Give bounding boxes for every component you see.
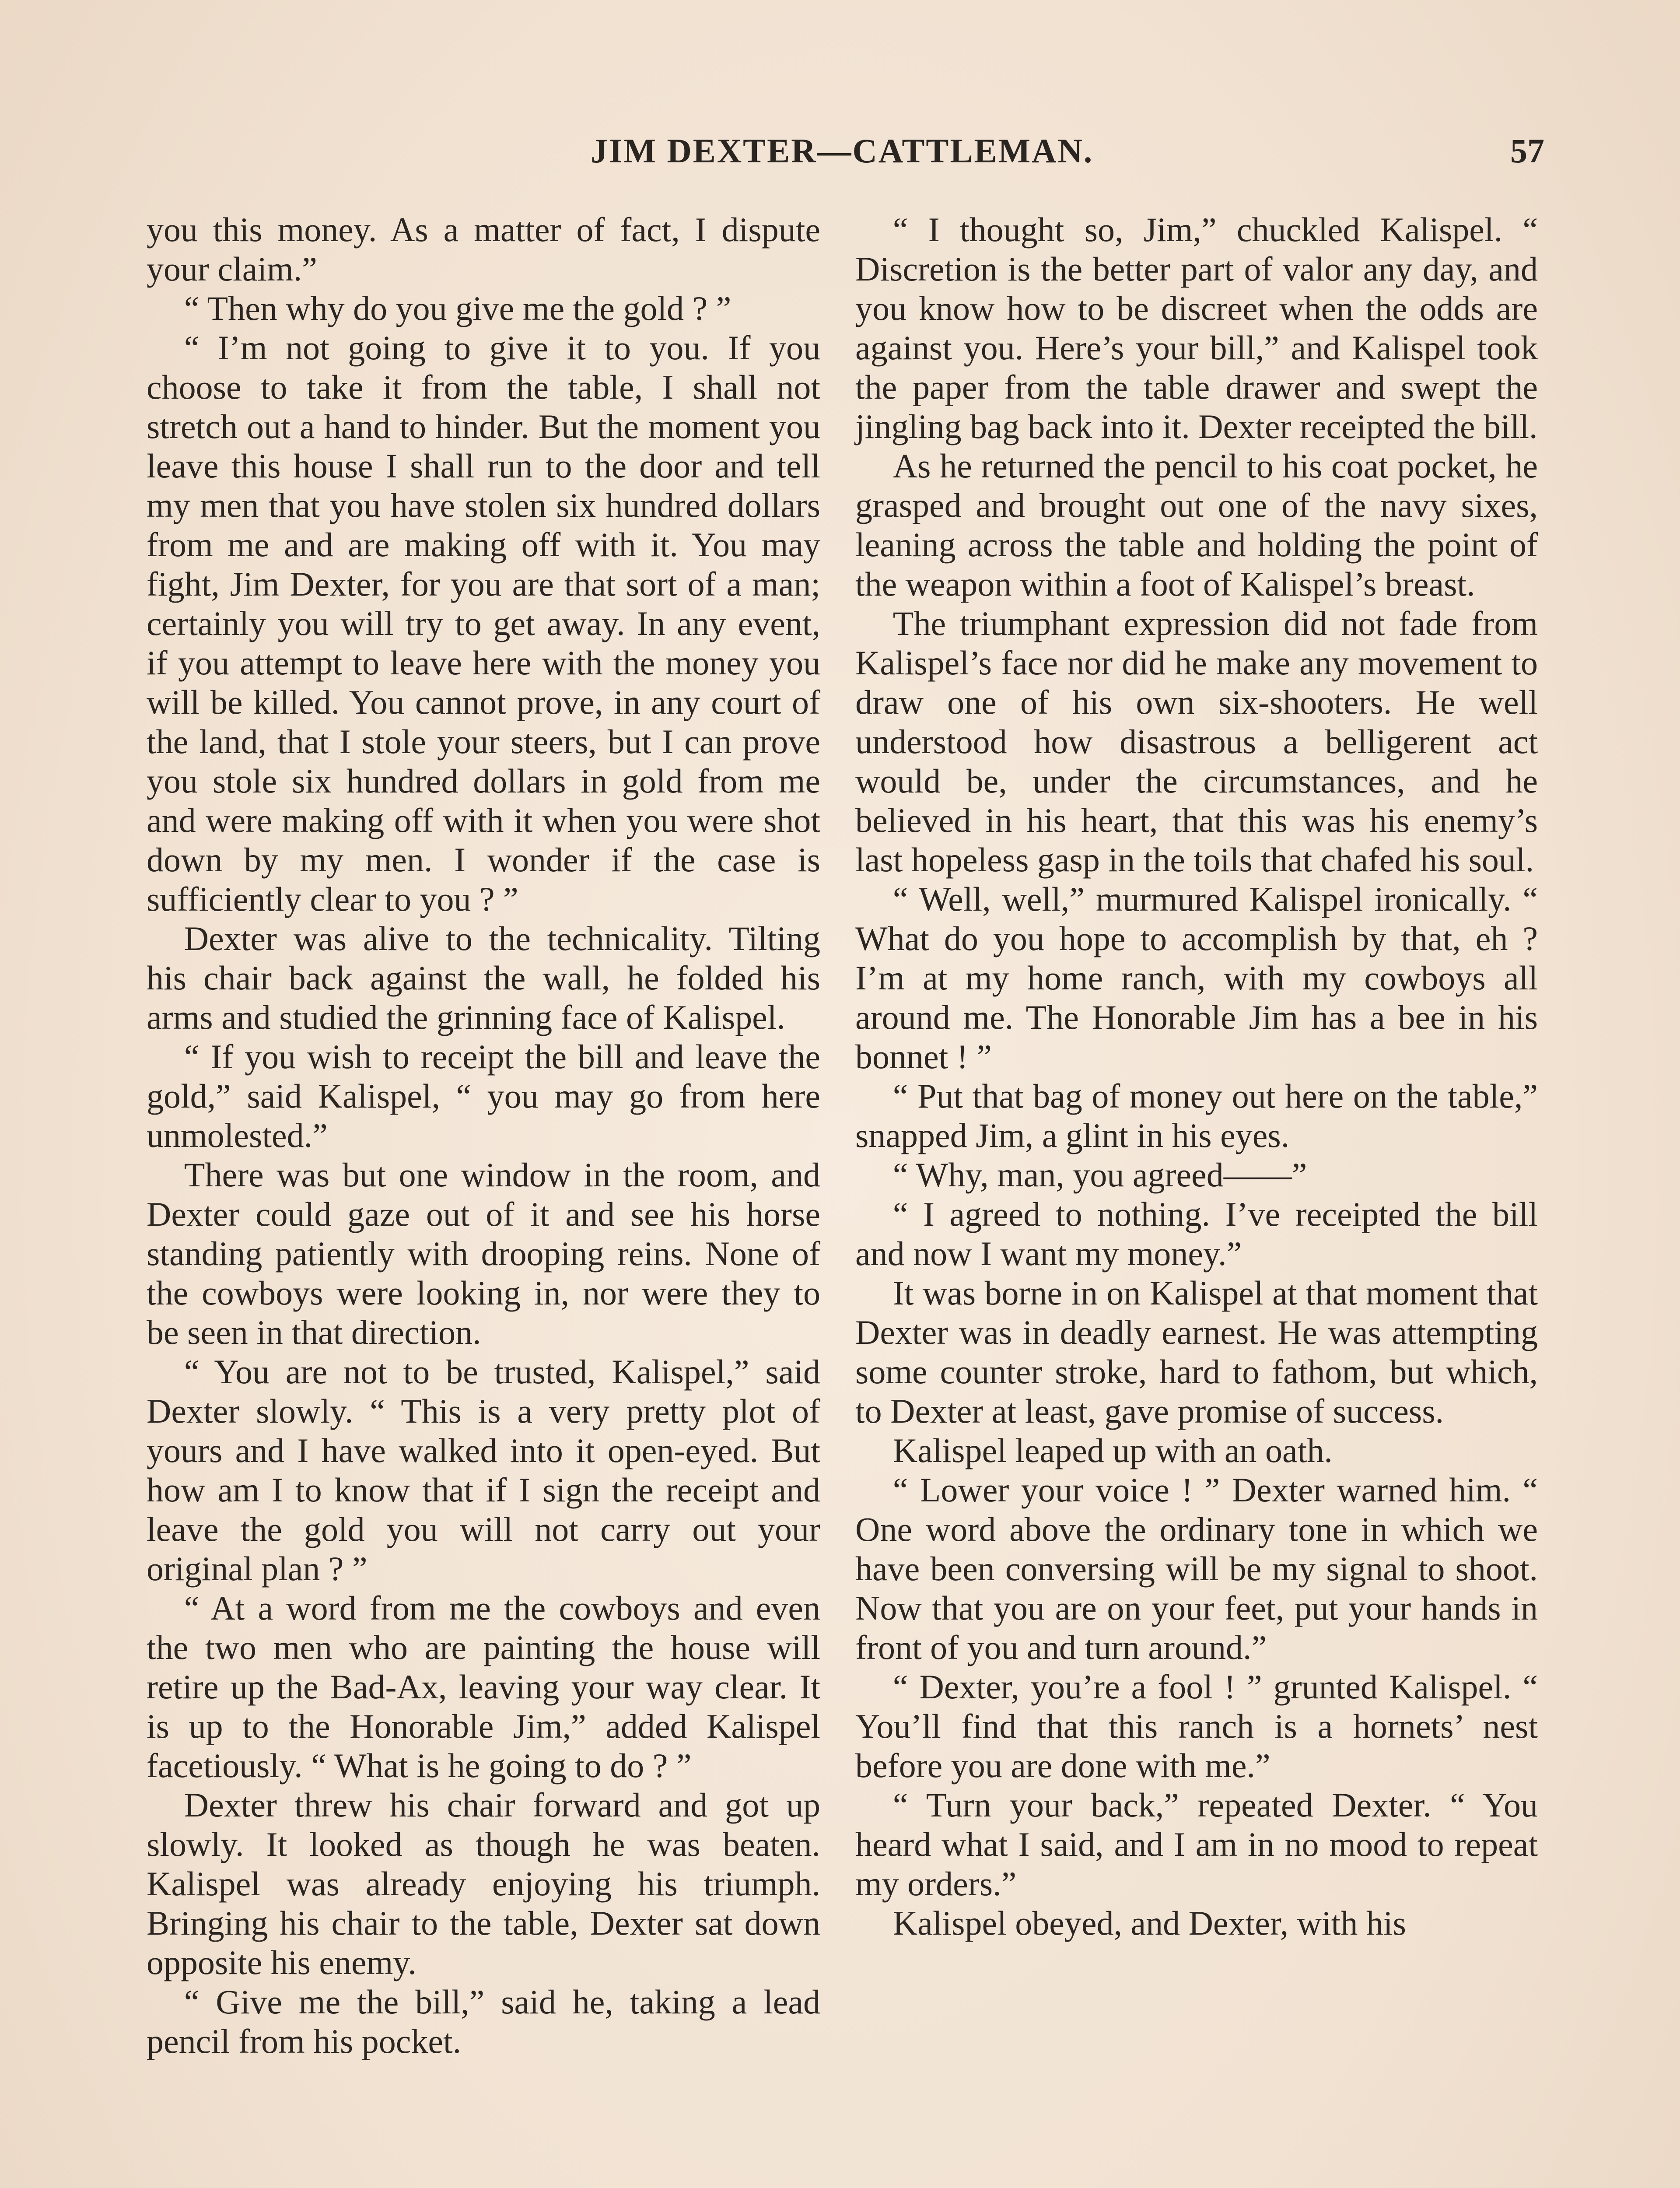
paragraph: “ Well, well,” murmured Kalispel ironically. “ What do you hope to accomplish by that, eh ? I’m at my home ranch, with my cowboys all around me. The Honorable Jim has a bee in his bonnet ! ” — [855, 880, 1538, 1076]
paragraph: “ If you wish to receipt the bill and leave the gold,” said Kalispel, “ you may go from here unmolested.” — [147, 1038, 820, 1154]
paragraph: The triumphant expression did not fade from Kalispel’s face nor did he make any movement to draw one of his own six-shooters. He well understood how disastrous a belligerent act would be, under the circumstances, and he believed in his heart, that this was his enemy’s last hopeless gasp in the toils that chafed his soul. — [855, 604, 1538, 879]
paragraph: “ I’m not going to give it to you. If you choose to take it from the table, I shall not stretch out a hand to hinder. But the moment you leave this house I shall run to the door and tell my men that you have stolen six hundred dollars from me and are making off with it. You may fight, Jim Dexter, for you are that sort of a man; certainly you will try to get away. In any event, if you attempt to leave here with the money you will be killed. You cannot prove, in any court of the land, that I stole your steers, but I can prove you stole six hundred dollars in gold from me and were making off with it when you were shot down by my men. I wonder if the case is sufficiently clear to you ? ” — [147, 329, 820, 918]
paragraph: It was borne in on Kalispel at that moment that Dexter was in deadly earnest. He was attempting some counter stroke, hard to fathom, but which, to Dexter at least, gave promise of success. — [855, 1274, 1538, 1430]
paragraph: As he returned the pencil to his coat pocket, he grasped and brought out one of the navy sixes, leaning across the table and holding the point of the weapon within a foot of Kalispel’s breast. — [855, 447, 1538, 603]
paragraph: “ Why, man, you agreed——” — [892, 1156, 1307, 1194]
paragraph: “ I agreed to nothing. I’ve receipted the bill and now I want my money.” — [855, 1195, 1538, 1273]
running-title: JIM DEXTER—CATTLEMAN. — [591, 132, 1094, 170]
paragraph: “ Dexter, you’re a fool ! ” grunted Kalispel. “ You’ll find that this ranch is a hornets’ nest before you are done with me.” — [855, 1668, 1538, 1785]
paragraph: “ I thought so, Jim,” chuckled Kalispel. “ Discretion is the better part of valor any day, and you know how to be discreet when the odds are against you. Here’s your bill,” and Kalispel took the paper from the table drawer and swept the jingling bag back into it. Dexter receipted the bill. — [855, 210, 1538, 445]
paragraph: “ Turn your back,” repeated Dexter. “ You heard what I said, and I am in no mood to repeat my orders.” — [855, 1786, 1538, 1903]
paragraph: There was but one window in the room, and Dexter could gaze out of it and see his horse standing patiently with drooping reins. None of the cowboys were looking in, nor were they to be seen in that direction. — [147, 1156, 820, 1351]
paragraph: Kalispel obeyed, and Dexter, with his — [892, 1904, 1406, 1942]
paragraph: Kalispel leaped up with an oath. — [892, 1431, 1333, 1469]
paragraph: “ Then why do you give me the gold ? ” — [184, 289, 732, 327]
paragraph: “ Put that bag of money out here on the table,” snapped Jim, a glint in his eyes. — [855, 1077, 1538, 1154]
paragraph: Dexter was alive to the technicality. Tilting his chair back against the wall, he folded his arms and studied the grinning face of Kalispel. — [147, 919, 820, 1036]
paragraph: “ At a word from me the cowboys and even the two men who are painting the house will retire up the Bad-Ax, leaving your way clear. It is up to the Honorable Jim,” added Kalispel facetiously. “ What is he going to do ? ” — [147, 1589, 820, 1785]
right-text-column — [855, 210, 1538, 1943]
paragraph: “ Lower your voice ! ” Dexter warned him. “ One word above the ordinary tone in which we have been conversing will be my signal to shoot. Now that you are on your feet, put your hands in front of you and turn around.” — [855, 1471, 1538, 1666]
left-text-column — [147, 210, 820, 2061]
paragraph: “ Give me the bill,” said he, taking a lead pencil from his pocket. — [147, 1983, 820, 2060]
page-header — [144, 131, 1544, 184]
paragraph: Dexter threw his chair forward and got up slowly. It looked as though he was beaten. Kalispel was already enjoying his triumph. Bringing his chair to the table, Dexter sat down opposite his enemy. — [147, 1786, 820, 1981]
paragraph: you this money. As a matter of fact, I dispute your claim.” — [147, 210, 820, 288]
page-number: 57 — [1510, 132, 1544, 170]
paragraph: “ You are not to be trusted, Kalispel,” said Dexter slowly. “ This is a very pretty plot of yours and I have walked into it open-eyed. But how am I to know that if I sign the receipt and leave the gold you will not carry out your original plan ? ” — [147, 1353, 820, 1588]
